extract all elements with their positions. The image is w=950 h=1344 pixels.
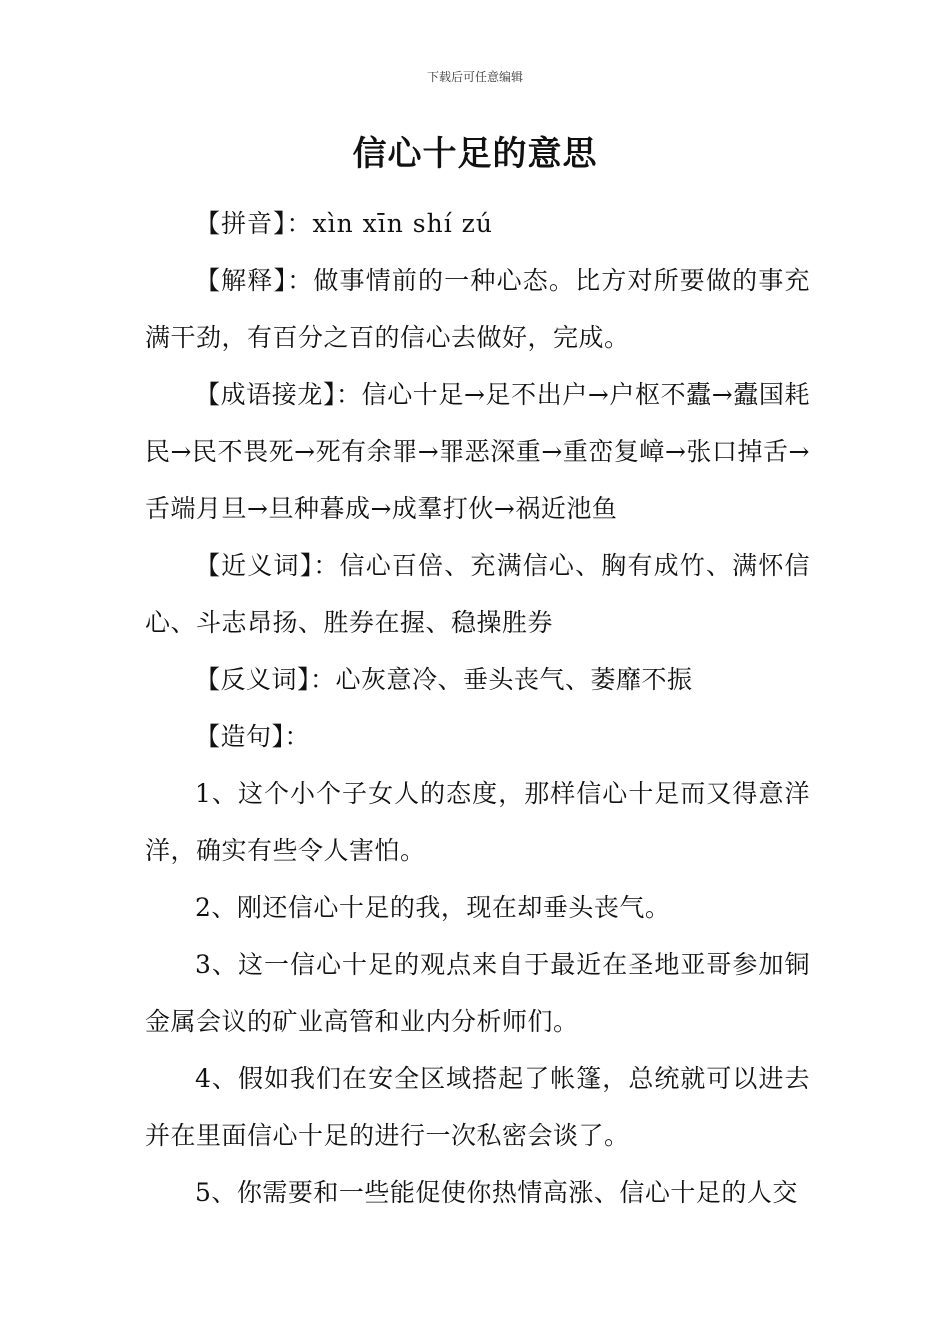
example-sentence-3: 3、这一信心十足的观点来自于最近在圣地亚哥参加铜金属会议的矿业高管和业内分析师们。 bbox=[145, 950, 810, 1036]
explanation-paragraph: 【解释】：做事情前的一种心态。比方对所要做的事充满干劲，有百分之百的信心去做好，完成。 bbox=[145, 266, 810, 352]
example-sentence-1: 1、这个小个子女人的态度，那样信心十足而又得意洋洋，确实有些令人害怕。 bbox=[145, 779, 810, 865]
document-body bbox=[145, 195, 810, 1221]
antonyms-paragraph: 【反义词】：心灰意冷、垂头丧气、萎靡不振 bbox=[195, 665, 693, 694]
idiom-chain-paragraph: 【成语接龙】：信心十足→足不出户→户枢不蠹→蠹国耗民→民不畏死→死有余罪→罪恶深重→重峦复嶂→张口掉舌→舌端月旦→旦种暮成→成羣打伙→祸近池鱼 bbox=[145, 380, 810, 523]
pinyin-paragraph: 【拼音】：xìn xīn shí zú bbox=[195, 209, 493, 238]
synonyms-paragraph: 【近义词】：信心百倍、充满信心、胸有成竹、满怀信心、斗志昂扬、胜券在握、稳操胜券 bbox=[145, 551, 810, 637]
example-sentences-heading: 【造句】： bbox=[195, 722, 311, 751]
example-sentence-4: 4、假如我们在安全区域搭起了帐篷，总统就可以进去并在里面信心十足的进行一次私密会谈了。 bbox=[145, 1064, 810, 1150]
example-sentence-5: 5、你需要和一些能促使你热情高涨、信心十足的人交 bbox=[195, 1178, 798, 1207]
example-sentence-2: 2、刚还信心十足的我，现在却垂头丧气。 bbox=[195, 893, 671, 922]
page-header-note: 下载后可任意编辑 bbox=[426, 70, 523, 84]
document-title: 信心十足的意思 bbox=[352, 134, 598, 174]
